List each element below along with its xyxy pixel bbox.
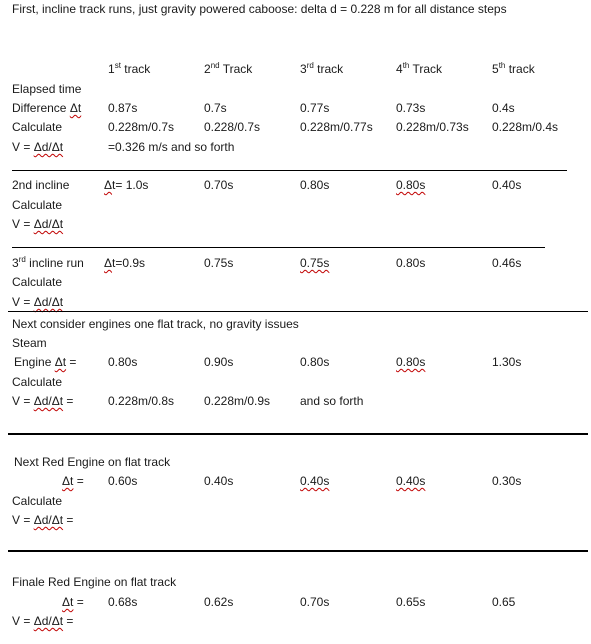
divider	[8, 550, 588, 552]
ordinal-suffix: rd	[306, 61, 314, 70]
time-value: t=0.9s	[112, 256, 146, 270]
time-cell: 0.90s	[204, 355, 234, 369]
time-cell: 0.70s	[204, 178, 234, 192]
label-text: V =	[12, 295, 34, 309]
time-cell	[396, 178, 425, 193]
ordinal-number: 3	[300, 62, 307, 76]
time-cell	[396, 474, 425, 489]
velocity-label	[12, 217, 63, 232]
divider	[8, 311, 588, 312]
velocity-result: =0.326 m/s and so forth	[108, 140, 235, 154]
calc-cell: 0.228m/0.7s	[108, 120, 175, 134]
track-header-2	[204, 62, 252, 77]
calc-cell: 0.228m/0.77s	[300, 120, 373, 134]
track-header-5	[492, 62, 535, 77]
ordinal-number: 3	[12, 256, 19, 270]
time-cell: 0.80s	[300, 178, 330, 192]
calc-cell: 0.228m/0.73s	[396, 120, 469, 134]
calculate-label: Calculate	[12, 275, 63, 289]
calculate-label: Calculate	[12, 494, 63, 508]
time-cell: 0.80s	[108, 355, 138, 369]
calculate-label: Calculate	[12, 375, 63, 389]
delta-symbol: Δ	[104, 178, 113, 192]
intro-text: First, incline track runs, just gravity powered caboose: delta d = 0.228 m for all distance steps	[12, 2, 507, 16]
time-cell: 0.80s	[396, 256, 426, 270]
section-label-3rd-incline	[12, 256, 84, 271]
time-value: 0.80s	[396, 178, 426, 192]
delta-t-symbol: Δt	[69, 101, 82, 115]
calculate-label: Calculate	[12, 198, 63, 212]
velocity-label	[12, 513, 73, 528]
ordinal-suffix: th	[498, 61, 506, 70]
steam-label: Steam	[12, 336, 47, 350]
header-label: track	[505, 62, 535, 76]
time-cell: 0.65s	[396, 595, 426, 609]
velocity-formula: Δd/Δt	[33, 513, 64, 527]
section-heading-finale: Finale Red Engine on flat track	[12, 575, 177, 589]
delta-t-symbol: Δt	[62, 595, 74, 609]
calculate-label: Calculate	[12, 120, 63, 134]
time-cell	[396, 355, 425, 370]
time-cell	[300, 256, 329, 271]
velocity-label	[12, 614, 73, 629]
track-header-3	[300, 62, 343, 77]
time-cell: 0.46s	[492, 256, 522, 270]
label-text: =	[73, 474, 84, 488]
elapsed-time-label: Elapsed time	[12, 82, 82, 96]
time-cell: 0.40s	[204, 474, 234, 488]
time-value: t= 1.0s	[112, 178, 149, 192]
label-text: =	[63, 513, 74, 527]
calc-cell: 0.228/0.7s	[204, 120, 261, 134]
time-cell: 0.7s	[204, 101, 227, 115]
ordinal-number: 4	[396, 62, 403, 76]
time-cell: 1.30s	[492, 355, 522, 369]
header-label: track	[313, 62, 344, 76]
velocity-label	[12, 140, 63, 155]
label-text: =	[73, 595, 84, 609]
label-text: =	[63, 394, 74, 408]
section-heading-red-engine: Next Red Engine on flat track	[14, 455, 171, 469]
label-text: V =	[12, 394, 34, 408]
time-value: 0.40s	[396, 474, 426, 488]
time-cell	[300, 474, 329, 489]
dt-label	[62, 474, 84, 489]
ordinal-number: 1	[108, 62, 115, 76]
time-cell: 0.73s	[396, 101, 426, 115]
label-text: =	[63, 614, 74, 628]
divider	[8, 433, 588, 435]
time-value: 0.40s	[300, 474, 330, 488]
ordinal-suffix: rd	[18, 255, 26, 264]
divider	[12, 170, 567, 171]
time-value: 0.75s	[300, 256, 330, 270]
time-cell: 0.87s	[108, 101, 138, 115]
section-label-2nd-incline: 2nd incline	[12, 178, 70, 192]
label-text: =	[66, 355, 77, 369]
time-cell: 0.80s	[300, 355, 330, 369]
ordinal-number: 5	[492, 62, 499, 76]
velocity-formula: Δd/Δt	[33, 140, 64, 154]
calc-cell: and so forth	[300, 394, 364, 408]
delta-t-symbol: Δt	[62, 474, 74, 488]
ordinal-suffix: st	[114, 61, 121, 70]
header-label: Track	[219, 62, 253, 76]
section-heading-flat-track: Next consider engines one flat track, no gravity issues	[12, 317, 299, 331]
difference-label	[12, 101, 81, 116]
ordinal-suffix: nd	[210, 61, 220, 70]
calc-cell: 0.228m/0.9s	[204, 394, 271, 408]
header-label: Track	[409, 62, 443, 76]
track-header-1	[108, 62, 150, 77]
calc-cell: 0.228m/0.4s	[492, 120, 559, 134]
velocity-formula: Δd/Δt	[33, 614, 64, 628]
calc-cell: 0.228m/0.8s	[108, 394, 175, 408]
time-cell: 0.70s	[300, 595, 330, 609]
label-text: V =	[12, 140, 34, 154]
dt-label	[62, 595, 84, 610]
ordinal-suffix: th	[402, 61, 410, 70]
velocity-formula: Δd/Δt	[33, 217, 64, 231]
label-text: V =	[12, 217, 34, 231]
time-cell: 0.75s	[204, 256, 234, 270]
time-cell: 0.65	[492, 595, 516, 609]
velocity-label	[12, 295, 63, 310]
time-cell: 0.62s	[204, 595, 234, 609]
time-cell: 0.60s	[108, 474, 138, 488]
divider	[12, 247, 545, 248]
label-text: Engine	[14, 355, 55, 369]
label-text: V =	[12, 513, 34, 527]
delta-t-symbol: Δt	[54, 355, 67, 369]
time-cell: 0.40s	[492, 178, 522, 192]
time-cell: 0.77s	[300, 101, 330, 115]
label-text: incline run	[25, 256, 84, 270]
time-value: 0.80s	[396, 355, 426, 369]
time-cell-first	[104, 178, 148, 193]
ordinal-number: 2	[204, 62, 211, 76]
velocity-formula: Δd/Δt	[33, 295, 64, 309]
delta-symbol: Δ	[104, 256, 113, 270]
time-cell: 0.30s	[492, 474, 522, 488]
time-cell: 0.4s	[492, 101, 515, 115]
velocity-label	[12, 394, 73, 409]
label-text: Difference	[12, 101, 70, 115]
header-label: track	[120, 62, 151, 76]
time-cell: 0.68s	[108, 595, 138, 609]
track-header-4	[396, 62, 442, 77]
time-cell-first	[104, 256, 145, 271]
engine-dt-label	[14, 355, 76, 370]
label-text: V =	[12, 614, 34, 628]
velocity-formula: Δd/Δt	[33, 394, 64, 408]
